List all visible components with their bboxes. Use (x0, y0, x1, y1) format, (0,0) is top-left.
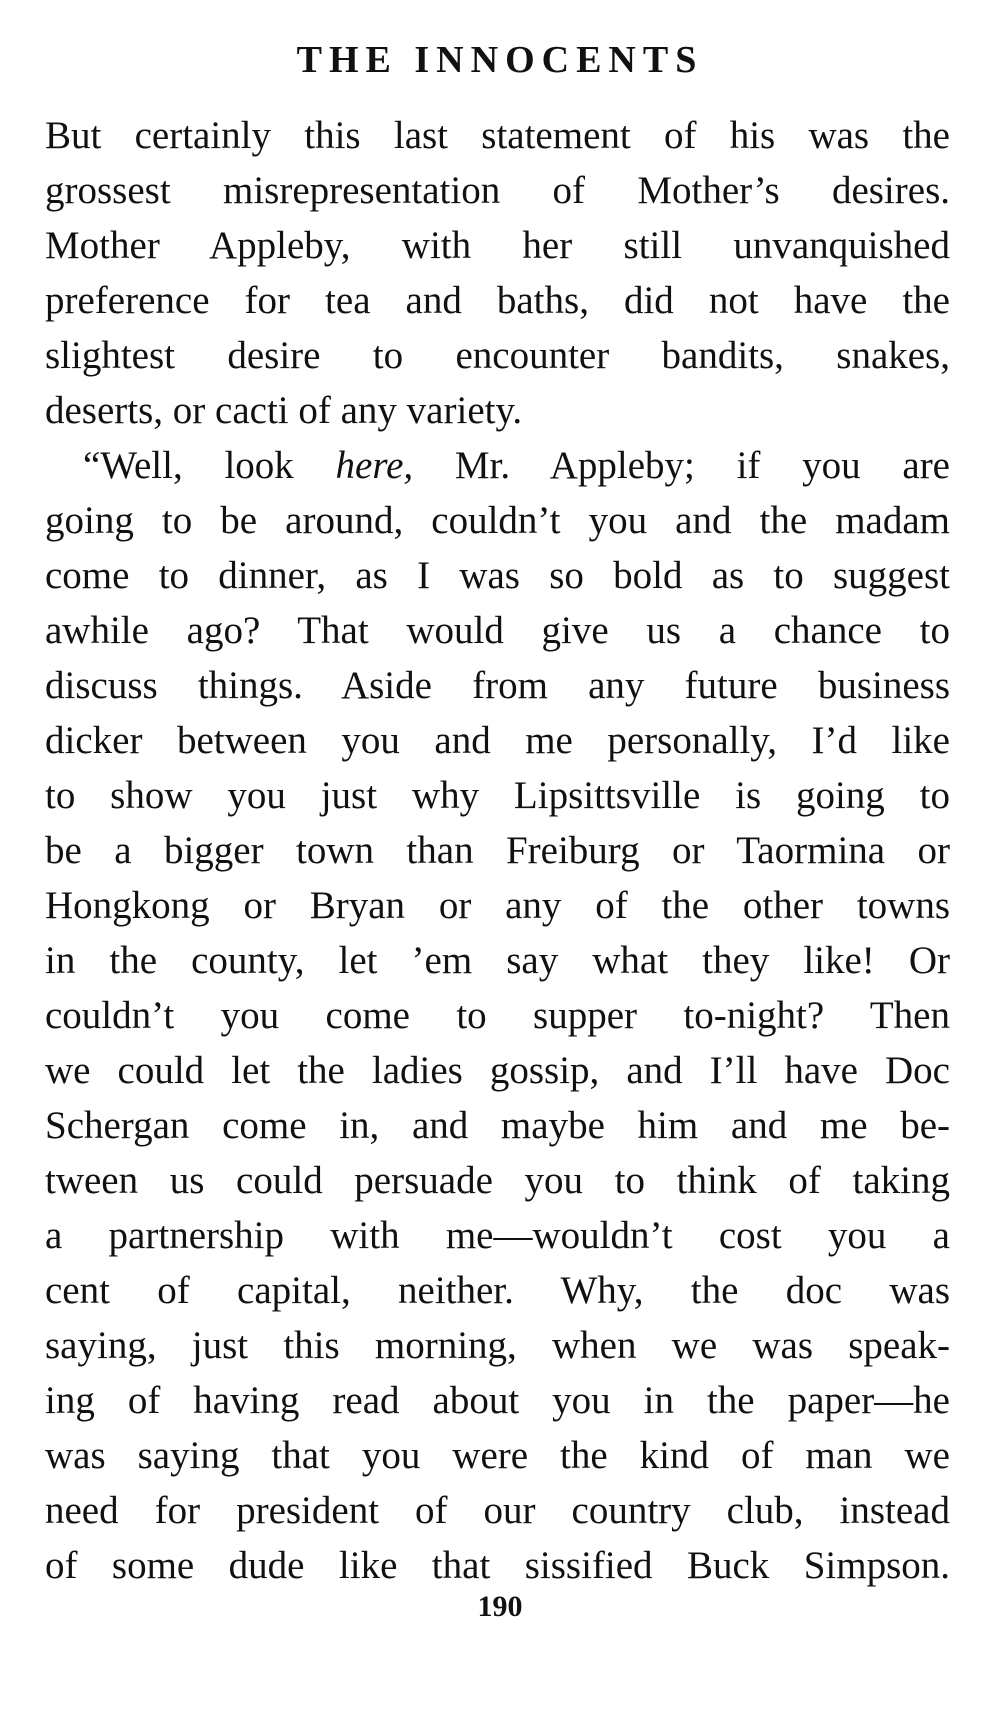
text-line: come to dinner, as I was so bold as to suggest (45, 554, 950, 597)
text-line: saying, just this morning, when we was speak- (45, 1324, 950, 1367)
text-run: “Well, look (83, 444, 336, 487)
text-line: of some dude like that sissified Buck Simpson. (45, 1544, 950, 1587)
text-line: a partnership with me—wouldn’t cost you a (45, 1214, 950, 1257)
text-line: Mother Appleby, with her still unvanquished (45, 224, 950, 267)
text-line: ing of having read about you in the paper—he (45, 1379, 950, 1422)
text-line: Schergan come in, and maybe him and me be- (45, 1104, 950, 1147)
text-line: deserts, or cacti of any variety. (45, 389, 523, 432)
text-line: was saying that you were the kind of man we (45, 1434, 950, 1477)
text-line: in the county, let ’em say what they like! Or (45, 939, 950, 982)
text-line: awhile ago? That would give us a chance to (45, 609, 950, 652)
text-line-first (45, 438, 950, 493)
text-line: But certainly this last statement of his was the (45, 114, 950, 157)
text-line: dicker between you and me personally, I’d like (45, 719, 950, 762)
text-line: to show you just why Lipsittsville is going to (45, 774, 950, 817)
text-line: we could let the ladies gossip, and I’ll have Doc (45, 1049, 950, 1092)
text-line: preference for tea and baths, did not have the (45, 279, 950, 322)
page-number: 190 (477, 1590, 523, 1623)
text-line: couldn’t you come to supper to-night? Then (45, 994, 950, 1037)
text-line: grossest misrepresentation of Mother’s desires. (45, 169, 950, 212)
text-line: cent of capital, neither. Why, the doc was (45, 1269, 950, 1312)
text-line: slightest desire to encounter bandits, snakes, (45, 334, 950, 377)
text-line: discuss things. Aside from any future business (45, 664, 950, 707)
text-line: going to be around, couldn’t you and the madam (45, 499, 950, 542)
text-line: need for president of our country club, instead (45, 1489, 950, 1532)
text-run-italic: here, (335, 444, 414, 487)
body-text (45, 108, 950, 1593)
text-run: Mr. Appleby; if you are (413, 444, 950, 487)
text-line: be a bigger town than Freiburg or Taormina or (45, 829, 950, 872)
text-line: Hongkong or Bryan or any of the other towns (45, 884, 950, 927)
running-head: THE INNOCENTS (296, 39, 704, 81)
text-line: tween us could persuade you to think of taking (45, 1159, 950, 1202)
